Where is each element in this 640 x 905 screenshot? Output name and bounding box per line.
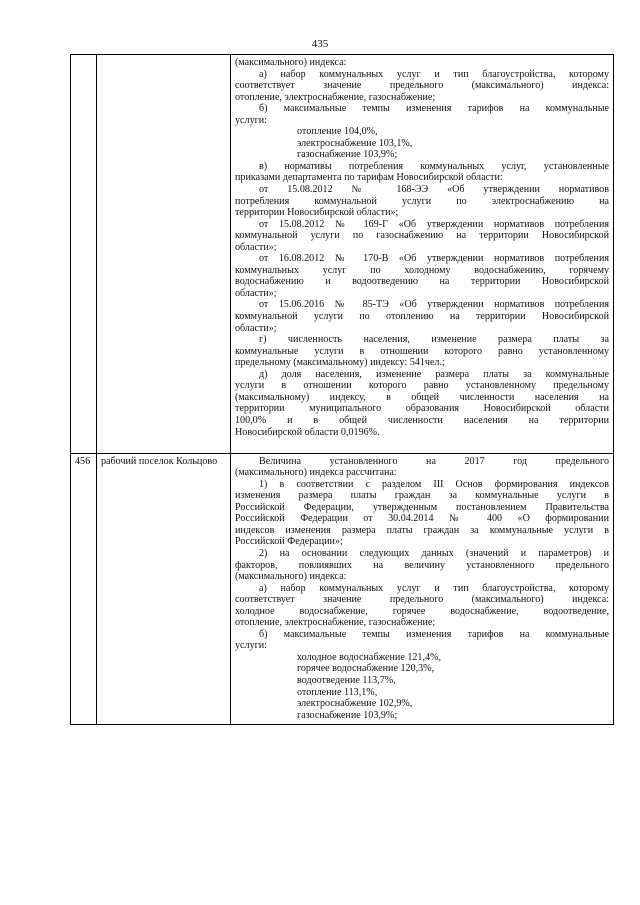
text-line: услуги: [235, 114, 267, 126]
text-line: (максимального) индекса: [235, 57, 347, 68]
text-line: отопление 113,1%, [297, 686, 378, 698]
text-line: б) максимальные темпы изменения тарифов на коммунальные [259, 103, 609, 115]
text-line: холодное водоснабжение, горячее водоснабжение, водоотведение, [235, 605, 609, 617]
text-line: коммунальной услуги по газоснабжению на территории Новосибирской [235, 230, 609, 242]
text-line: электроснабжение 102,9%, [297, 698, 413, 710]
text-line: потребления коммунальной услуги по электроснабжению на [235, 195, 609, 207]
text-line: Российской Федерации от 30.04.2014 № 400 «О формировании [235, 513, 609, 525]
text-line: предельному (максимальному) индексу: 541чел.; [235, 357, 445, 369]
row-number-cell: 456 [71, 453, 97, 725]
text-line: холодное водоснабжение 121,4%, [297, 651, 441, 663]
description-cell [231, 453, 614, 725]
text-line: области»; [235, 287, 277, 299]
text-line: отопление, электроснабжение, газоснабжение; [235, 617, 436, 629]
text-line: области»; [235, 241, 277, 253]
text-line: газоснабжение 103,9%; [297, 149, 398, 161]
text-line: от 16.08.2012 № 170-В «Об утверждении нормативов потребления [259, 253, 609, 265]
text-line: территории муниципального образования Новосибирской области [235, 403, 609, 415]
text-line: коммунальные услуги в отношении которого равно установленному [235, 345, 609, 357]
row-number-cell [71, 55, 97, 454]
text-line: электроснабжение 103,1%, [297, 137, 413, 149]
text-line: индексов изменения размера платы граждан за коммунальные услуги в [235, 524, 609, 536]
text-line: Новосибирской области 0,0196%. [235, 426, 380, 438]
text-line: услуги: [235, 640, 267, 652]
text-line: 100,0% и в общей численности населения на территории [235, 414, 609, 426]
page-number: 435 [311, 38, 329, 50]
text-line: соответствует значение предельного (максимального) индекса: [235, 594, 609, 606]
text-line: а) набор коммунальных услуг и тип благоустройства, которому [259, 68, 609, 80]
text-line: услуги в отношении которого равно установленному предельному [235, 380, 609, 392]
table-body [71, 55, 614, 725]
municipality-name-cell [97, 55, 231, 454]
text-line: Величина установленного на 2017 год предельного [259, 455, 609, 467]
text-line: коммунальных услуг по холодному водоснабжению, горячему [235, 264, 609, 276]
text-line: отопление 104,0%, [297, 126, 378, 138]
table-row [71, 453, 614, 725]
text-line: соответствует значение предельного (максимального) индекса: [235, 80, 609, 92]
text-line: области»; [235, 322, 277, 334]
text-line: Российской Федерации»; [235, 536, 343, 548]
text-line: г) численность населения, изменение размера платы за [259, 334, 609, 346]
text-line: (максимального) индекса рассчитана: [235, 467, 397, 479]
text-line: коммунальной услуги по отоплению на территории Новосибирской [235, 311, 609, 323]
text-line: территории Новосибирской области»; [235, 207, 399, 219]
text-line: газоснабжение 103,9%; [297, 709, 398, 721]
text-line: от 15.06.2016 № 85-ТЭ «Об утверждении нормативов потребления [259, 299, 609, 311]
municipality-name-cell: рабочий поселок Кольцово [97, 453, 231, 725]
text-line: водоснабжению и водоотведению на территории Новосибирской [235, 276, 609, 288]
text-line: приказами департамента по тарифам Новосибирской области: [235, 172, 503, 184]
description-cell [231, 55, 614, 454]
text-line: водоотведение 113,7%, [297, 674, 396, 686]
text-line: в) нормативы потребления коммунальных услуг, установленные [259, 160, 609, 172]
text-line: 2) на основании следующих данных (значений и параметров) и [259, 547, 609, 559]
text-line: горячее водоснабжение 120,3%, [297, 663, 435, 675]
text-line: изменения размера платы граждан за коммунальные услуги в [235, 490, 609, 502]
text-line: отопление, электроснабжение, газоснабжение; [235, 91, 436, 103]
text-line: от 15.08.2012 № 168-ЭЭ «Об утверждении нормативов [259, 184, 609, 196]
text-line: б) максимальные темпы изменения тарифов на коммунальные [259, 628, 609, 640]
text-line: д) доля населения, изменение размера платы за коммунальные [259, 368, 609, 380]
text-line: (максимальному) индексу, в общей численности населения на [235, 391, 609, 403]
text-line: а) набор коммунальных услуг и тип благоустройства, которому [259, 582, 609, 594]
text-line: от 15.08.2012 № 169-Г «Об утверждении нормативов потребления [259, 218, 609, 230]
text-line: 1) в соответствии с разделом III Основ формирования индексов [259, 478, 609, 490]
text-line: факторов, повлиявших на величину установленного предельного [235, 559, 609, 571]
text-line: (максимального) индекса: [235, 571, 347, 583]
text-line [235, 438, 609, 450]
text-line: Российской Федерации, утвержденным постановлением Правительства [235, 501, 609, 513]
table-row [71, 55, 614, 454]
document-table [70, 54, 614, 725]
